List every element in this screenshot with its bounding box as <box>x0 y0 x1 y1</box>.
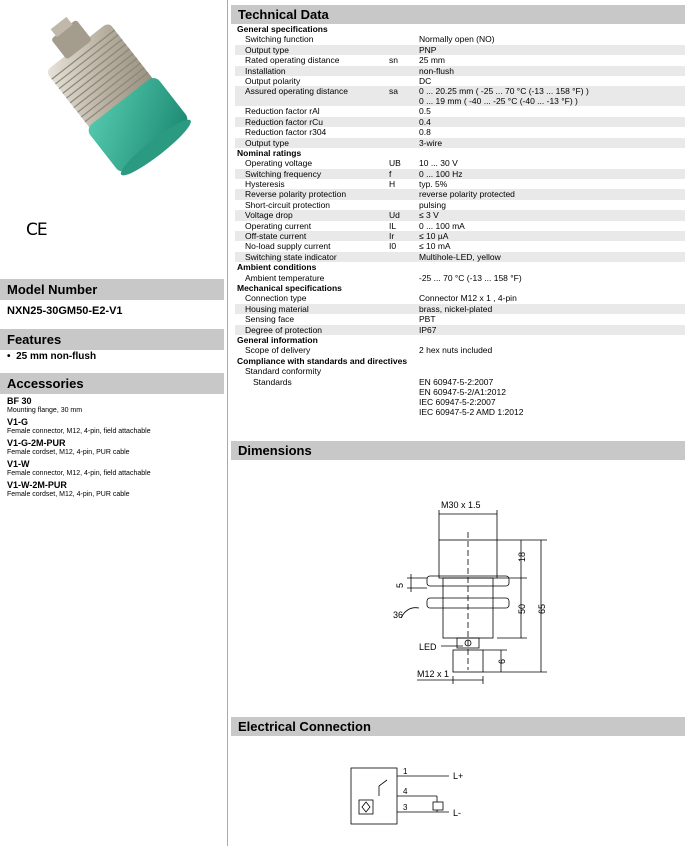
spec-category-label: General information <box>237 334 318 345</box>
spec-symbol: I0 <box>389 241 397 252</box>
spec-value: non-flush <box>419 65 454 76</box>
spec-row <box>235 138 685 148</box>
product-image <box>14 4 214 182</box>
spec-name: Switching function <box>245 34 314 45</box>
spec-category <box>235 356 685 366</box>
spec-value: Multihole-LED, yellow <box>419 251 501 262</box>
pin-3-label: 3 <box>403 803 408 812</box>
spec-symbol <box>389 314 419 324</box>
spec-row <box>235 377 685 419</box>
spec-row <box>235 304 685 314</box>
dim-65-label: 65 <box>537 603 547 614</box>
pin-4-label: 4 <box>403 787 408 796</box>
spec-value: EN 60947-5-2:2007 EN 60947-5-2/A1:2012 IEC 60947-5-2:2007 IEC 60947-5-2 AMD 1:2012 <box>419 376 524 417</box>
spec-value: Normally open (NO) <box>419 34 495 45</box>
spec-row <box>235 241 685 251</box>
spec-name: No-load supply current <box>245 241 331 252</box>
spec-name: Ambient temperature <box>245 272 325 283</box>
model-number: NXN25-30GM50-E2-V1 <box>7 305 123 317</box>
spec-value: 0 ... 20.25 mm ( -25 ... 70 °C (-13 ... 158 °F) ) 0 ... 19 mm ( -40 ... -25 °C (-40 ... -13 °F) ) <box>419 86 589 107</box>
dim-thread-label: M30 x 1.5 <box>441 500 481 510</box>
spec-value: typ. 5% <box>419 179 448 190</box>
spec-value: ≤ 10 mA <box>419 241 451 252</box>
spec-symbol <box>389 76 419 86</box>
electrical-connection-header: Electrical Connection <box>231 717 685 736</box>
spec-name: Reduction factor rAl <box>245 106 320 117</box>
l-minus-label: L- <box>453 808 462 818</box>
spec-value: 0.4 <box>419 116 431 127</box>
spec-symbol: Ud <box>389 210 400 221</box>
accessory-desc: Female cordset, M12, 4-pin, PUR cable <box>7 491 130 498</box>
spec-row <box>235 325 685 335</box>
spec-row <box>235 252 685 262</box>
accessory-name: V1-G-2M-PUR <box>7 438 66 448</box>
spec-value: 10 ... 30 V <box>419 158 458 169</box>
accessory-desc: Female connector, M12, 4-pin, field attachable <box>7 470 151 477</box>
spec-value: -25 ... 70 °C (-13 ... 158 °F) <box>419 272 522 283</box>
spec-symbol <box>389 252 419 262</box>
accessory-name: BF 30 <box>7 396 32 406</box>
feature-item: • 25 mm non-flush <box>7 351 97 362</box>
spec-symbol <box>389 138 419 148</box>
spec-symbol <box>389 304 419 314</box>
spec-name: Standard conformity <box>245 366 322 377</box>
spec-name: Rated operating distance <box>245 55 340 66</box>
spec-name: Reverse polarity protection <box>245 189 347 200</box>
spec-symbol: sn <box>389 55 398 66</box>
spec-name: Assured operating distance <box>245 86 349 97</box>
spec-row <box>235 345 685 355</box>
spec-value: 0.5 <box>419 106 431 117</box>
spec-row <box>235 210 685 220</box>
spec-category <box>235 262 685 272</box>
technical-data-header: Technical Data <box>231 5 685 24</box>
spec-value: 2 hex nuts included <box>419 345 493 356</box>
spec-symbol <box>389 45 419 55</box>
spec-row <box>235 34 685 44</box>
spec-row <box>235 106 685 116</box>
spec-category <box>235 283 685 293</box>
spec-name: Operating voltage <box>245 158 313 169</box>
spec-row <box>235 293 685 303</box>
spec-name: Output polarity <box>245 75 301 86</box>
spec-row <box>235 273 685 283</box>
spec-name: Standards <box>253 376 292 387</box>
spec-symbol: IL <box>389 220 397 231</box>
spec-symbol: f <box>389 168 392 179</box>
spec-name: Switching frequency <box>245 168 322 179</box>
spec-value: DC <box>419 75 432 86</box>
dimensions-header: Dimensions <box>231 441 685 460</box>
spec-symbol <box>389 34 419 44</box>
spec-value: ≤ 3 V <box>419 210 439 221</box>
column-divider <box>227 0 228 846</box>
accessories-list <box>7 396 151 501</box>
spec-symbol: sa <box>389 86 398 97</box>
spec-row <box>235 45 685 55</box>
spec-category <box>235 335 685 345</box>
spec-value: brass, nickel-plated <box>419 303 493 314</box>
spec-value: Connector M12 x 1 , 4-pin <box>419 293 517 304</box>
spec-row <box>235 76 685 86</box>
accessories-header: Accessories <box>0 373 224 394</box>
model-number-header: Model Number <box>0 279 224 300</box>
accessory-item <box>7 396 151 415</box>
spec-category-label: Mechanical specifications <box>237 282 342 293</box>
accessory-name: V1-G <box>7 417 29 427</box>
spec-symbol <box>389 200 419 210</box>
accessory-item <box>7 480 151 499</box>
accessory-name: V1-W <box>7 459 30 469</box>
left-column <box>0 0 224 846</box>
dim-m12-label: M12 x 1 <box>417 669 450 679</box>
l-plus-label: L+ <box>453 771 464 781</box>
spec-category-label: General specifications <box>237 24 328 34</box>
accessory-item <box>7 438 151 457</box>
spec-symbol: UB <box>389 158 401 169</box>
spec-row <box>235 231 685 241</box>
spec-row <box>235 117 685 127</box>
spec-category <box>235 148 685 158</box>
spec-name: Output type <box>245 44 289 55</box>
spec-row <box>235 86 685 106</box>
spec-row <box>235 179 685 189</box>
spec-name: Short-circuit protection <box>245 199 331 210</box>
spec-symbol <box>389 106 419 116</box>
spec-category-label: Ambient conditions <box>237 262 317 273</box>
spec-value: PBT <box>419 314 436 325</box>
accessory-desc: Mounting flange, 30 mm <box>7 407 83 414</box>
spec-symbol <box>389 66 419 76</box>
spec-category-label: Nominal ratings <box>237 147 302 158</box>
spec-symbol: H <box>389 179 396 190</box>
spec-row <box>235 127 685 137</box>
spec-row <box>235 366 685 376</box>
spec-value: IP67 <box>419 324 437 335</box>
spec-category-label: Compliance with standards and directives <box>237 355 408 366</box>
led-label: LED <box>419 642 437 652</box>
spec-name: Voltage drop <box>245 210 293 221</box>
accessory-item <box>7 417 151 436</box>
accessory-desc: Female connector, M12, 4-pin, field attachable <box>7 428 151 435</box>
dimensions-drawing <box>231 470 685 685</box>
spec-name: Reduction factor r304 <box>245 127 327 138</box>
spec-name: Reduction factor rCu <box>245 116 323 127</box>
dim-36-label: 36 <box>393 610 404 620</box>
pin-1-label: 1 <box>403 767 408 776</box>
spec-symbol <box>389 325 419 335</box>
accessory-item <box>7 459 151 478</box>
spec-value: pulsing <box>419 199 446 210</box>
spec-name: Operating current <box>245 220 312 231</box>
spec-value: 0 ... 100 mA <box>419 220 465 231</box>
spec-symbol <box>389 117 419 127</box>
features-header: Features <box>0 329 224 350</box>
dim-18-label: 18 <box>517 551 527 562</box>
spec-name: Scope of delivery <box>245 345 311 356</box>
dim-50-label: 50 <box>517 603 527 614</box>
spec-row <box>235 66 685 76</box>
spec-symbol <box>389 345 419 355</box>
spec-symbol <box>389 293 419 303</box>
electrical-diagram <box>231 740 685 840</box>
spec-symbol: Ir <box>389 231 395 242</box>
spec-row <box>235 314 685 324</box>
spec-category <box>235 24 685 34</box>
spec-value: 3-wire <box>419 137 443 148</box>
spec-name: Hysteresis <box>245 179 285 190</box>
spec-value: reverse polarity protected <box>419 189 515 200</box>
dim-6-label: 6 <box>497 658 507 664</box>
spec-value: 25 mm <box>419 55 445 66</box>
spec-name: Installation <box>245 65 286 76</box>
spec-table <box>235 24 685 419</box>
spec-symbol <box>389 189 419 199</box>
spec-name: Degree of protection <box>245 324 323 335</box>
spec-name: Sensing face <box>245 314 295 325</box>
spec-symbol <box>389 273 419 283</box>
spec-row <box>235 200 685 210</box>
spec-value: ≤ 10 µA <box>419 231 449 242</box>
spec-name: Output type <box>245 137 289 148</box>
spec-value: PNP <box>419 44 437 55</box>
spec-name: Off-state current <box>245 231 307 242</box>
spec-name: Connection type <box>245 293 307 304</box>
accessory-desc: Female cordset, M12, 4-pin, PUR cable <box>7 449 130 456</box>
spec-name: Housing material <box>245 303 309 314</box>
spec-row <box>235 189 685 199</box>
spec-row <box>235 221 685 231</box>
spec-value: 0 ... 100 Hz <box>419 168 463 179</box>
dim-5-label: 5 <box>395 582 405 588</box>
spec-row <box>235 55 685 65</box>
spec-row <box>235 158 685 168</box>
accessory-name: V1-W-2M-PUR <box>7 480 67 490</box>
ce-mark: CE <box>26 220 47 240</box>
spec-row <box>235 169 685 179</box>
spec-value: 0.8 <box>419 127 431 138</box>
spec-name: Switching state indicator <box>245 251 337 262</box>
spec-symbol <box>389 127 419 137</box>
